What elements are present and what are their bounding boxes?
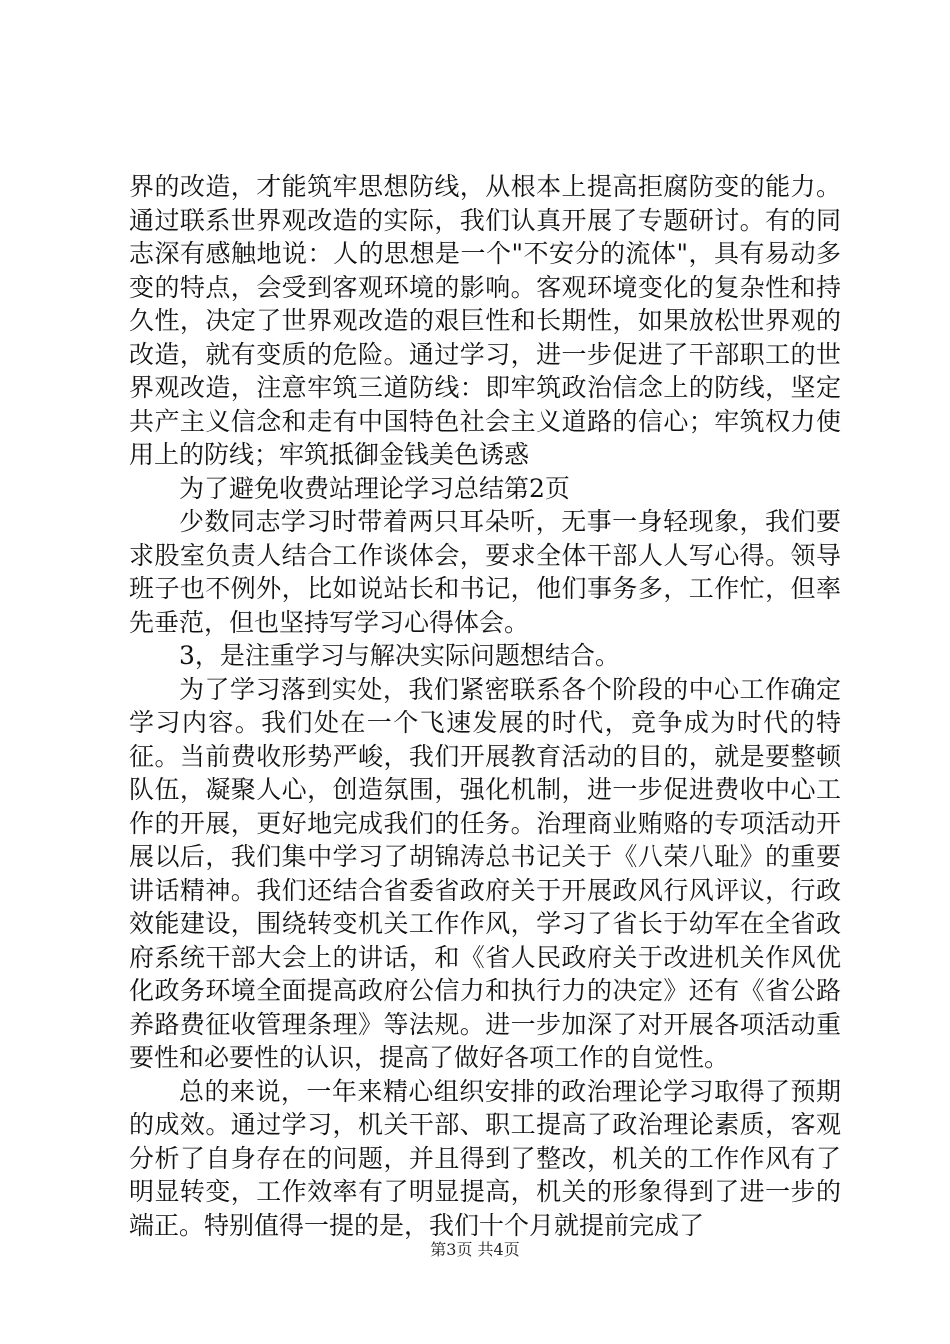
document-body: [129, 170, 841, 1242]
paragraph-2: 为了避免收费站理论学习总结第2页: [179, 473, 570, 503]
page-footer: 第3页 共4页: [430, 1240, 520, 1259]
paragraph-5: 为了学习落到实处，我们紧密联系各个阶段的中心工作确定学习内容。我们处在一个飞速发展的时代，竞争成为时代的特征。当前费收形势严峻，我们开展教育活动的目的，就是要整顿队伍，凝聚人心，创造氛围，强化机制，进一步促进费收中心工作的开展，更好地完成我们的任务。治理商业贿赂的专项活动开展以后，我们集中学习了胡锦涛总书记关于《八荣八耻》的重要讲话精神。我们还结合省委省政府关于开展政风行风评议，行政效能建设，围绕转变机关工作作风，学习了省长于幼军在全省政府系统干部大会上的讲话，和《省人民政府关于改进机关作风优化政务环境全面提高政府公信力和执行力的决定》还有《省公路养路费征收管理条理》等法规。进一步加深了对开展各项活动重要性和必要性的认识，提高了做好各项工作的自觉性。: [129, 674, 841, 1072]
paragraph-1: 界的改造，才能筑牢思想防线，从根本上提高拒腐防变的能力。通过联系世界观改造的实际，我们认真开展了专题研讨。有的同志深有感触地说：人的思想是一个"不安分的流体"，具有易动多变的特点，会受到客观环境的影响。客观环境变化的复杂性和持久性，决定了世界观改造的艰巨性和长期性，如果放松世界观的改造，就有变质的危险。通过学习，进一步促进了干部职工的世界观改造，注意牢筑三道防线：即牢筑政治信念上的防线，坚定共产主义信念和走有中国特色社会主义道路的信心；牢筑权力使用上的防线；牢筑抵御金钱美色诱惑: [129, 172, 841, 469]
paragraph-6: 总的来说，一年来精心组织安排的政治理论学习取得了预期的成效。通过学习，机关干部、职工提高了政治理论素质，客观分析了自身存在的问题，并且得到了整改，机关的工作作风有了明显转变，工作效率有了明显提高，机关的形象得到了进一步的端正。特别值得一提的是，我们十个月就提前完成了: [129, 1076, 841, 1240]
paragraph-4: 3，是注重学习与解决实际问题想结合。: [179, 641, 620, 670]
paragraph-3: 少数同志学习时带着两只耳朵听，无事一身轻现象，我们要求股室负责人结合工作谈体会，要求全体干部人人写心得。领导班子也不例外，比如说站长和书记，他们事务多，工作忙，但率先垂范，但也坚持写学习心得体会。: [129, 507, 841, 637]
